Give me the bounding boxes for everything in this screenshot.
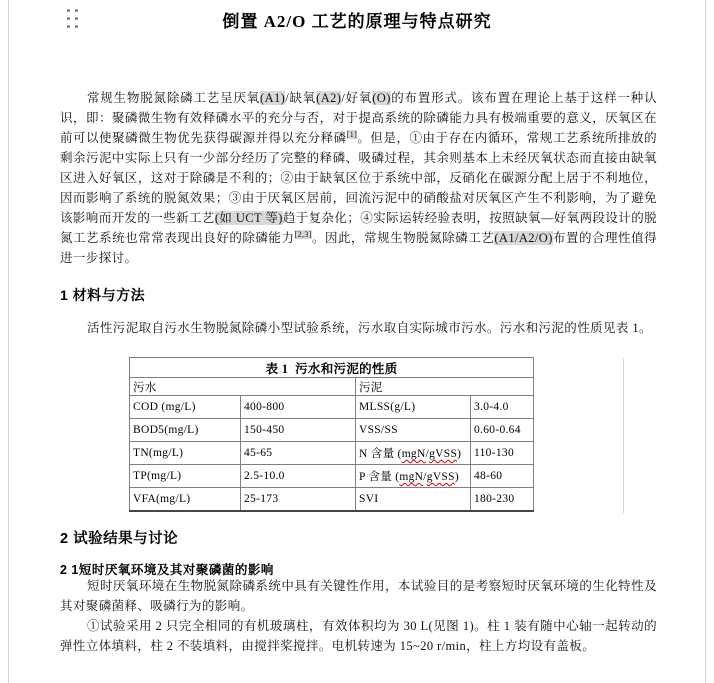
table-row: [130, 419, 534, 442]
table-cell-value[interactable]: 400-800: [241, 396, 356, 419]
section2-subheading[interactable]: 2 1短时厌氧环境及其对聚磷菌的影响: [60, 563, 274, 577]
page-right-edge: [705, 0, 706, 683]
table-cell-parameter[interactable]: VFA(mg/L): [130, 488, 241, 512]
table-cell-value[interactable]: 110-130: [471, 442, 534, 465]
section2-heading[interactable]: 2 试验结果与讨论: [60, 531, 179, 547]
table-cell-value[interactable]: 180-230: [471, 488, 534, 512]
table-caption[interactable]: 表 1 污水和污泥的性质: [130, 358, 534, 378]
table-cell-parameter[interactable]: TP(mg/L): [130, 465, 241, 488]
table-cell-value[interactable]: 150-450: [241, 419, 356, 442]
table-cell-parameter[interactable]: BOD5(mg/L): [130, 419, 241, 442]
table-cell-value[interactable]: 2.5-10.0: [241, 465, 356, 488]
table-group-header-sludge[interactable]: 污泥: [356, 378, 534, 396]
table-row: [130, 488, 534, 512]
table-cell-parameter[interactable]: MLSS(g/L): [356, 396, 471, 419]
table-cell-parameter[interactable]: SVI: [356, 488, 471, 512]
table-cell-parameter[interactable]: VSS/SS: [356, 419, 471, 442]
document-title[interactable]: 倒置 A2/O 工艺的原理与特点研究: [222, 12, 492, 31]
section2-paragraph-1[interactable]: 短时厌氧环境在生物脱氮除磷系统中具有关键性作用，本试验目的是考察短时厌氧环境的生化特性及其对聚磷菌释、吸磷行为的影响。: [60, 579, 657, 613]
table-row: [130, 465, 534, 488]
table-cell-parameter[interactable]: COD (mg/L): [130, 396, 241, 419]
table-cell-value[interactable]: 25-173: [241, 488, 356, 512]
section1-heading[interactable]: 1 材料与方法: [60, 287, 146, 303]
table-row: [130, 396, 534, 419]
table-caption-row: [130, 358, 534, 378]
table-cell-value[interactable]: 3.0-4.0: [471, 396, 534, 419]
section1-paragraph[interactable]: 活性污泥取自污水生物脱氮除磷小型试验系统，污水取自实际城市污水。污水和污泥的性质见表 1。: [87, 321, 652, 335]
table-cell-parameter[interactable]: P 含量 (mgN/gVSS): [356, 465, 471, 488]
section2-paragraph-2[interactable]: ①试验采用 2 只完全相同的有机玻璃柱，有效体积均为 30 L(见图 1)。柱 1 装有随中心轴一起转动的弹性立体填料，柱 2 不装填料，由搅拌桨搅拌。电机转速为 15~20 r/min，柱上方均设有盖板。: [60, 619, 657, 653]
table-cell-parameter[interactable]: N 含量 (mgN/gVSS): [356, 442, 471, 465]
intro-paragraph[interactable]: 常规生物脱氮除磷工艺呈厌氧(A1)/缺氧(A2)/好氧(O)的布置形式。该布置在理论上基于这样一种认识，即：聚磷微生物有效释磷水平的充分与否，对于提高系统的除磷能力具有极端重要的意义，厌氧区在前可以使聚磷微生物优先获得碳源并得以充分释磷[1]。但是，①由于存在内循环，常规工艺系统所排放的剩余污泥中实际上只有一少部分经历了完整的释磷、吸磷过程，其余则基本上未经厌氧状态而直接由缺氧区进入好氧区，这对于除磷是不利的；②由于缺氧区位于系统中部，反硝化在碳源分配上居于不利地位，因而影响了系统的脱氮效果；③由于厌氧区居前，回流污泥中的硝酸盐对厌氧区产生不利影响，为了避免该影响而开发的一些新工艺(如 UCT 等)趋于复杂化；④实际运转经验表明，按照缺氧—好氧两段设计的脱氮工艺系统也常常表现出良好的除磷能力[2,3]。因此，常规生物脱氮除磷工艺(A1/A2/O)布置的合理性值得进一步探讨。: [60, 91, 658, 265]
text-boundary-line: [623, 358, 624, 513]
table-cell-parameter[interactable]: TN(mg/L): [130, 442, 241, 465]
table-cell-value[interactable]: 45-65: [241, 442, 356, 465]
table-cell-value[interactable]: 0.60-0.64: [471, 419, 534, 442]
page-left-edge: [8, 0, 9, 683]
table-group-header-row: [130, 378, 534, 396]
table-row: [130, 442, 534, 465]
table-cell-value[interactable]: 48-60: [471, 465, 534, 488]
table-group-header-wastewater[interactable]: 污水: [130, 378, 356, 396]
table-wastewater-sludge-properties[interactable]: [129, 357, 534, 512]
